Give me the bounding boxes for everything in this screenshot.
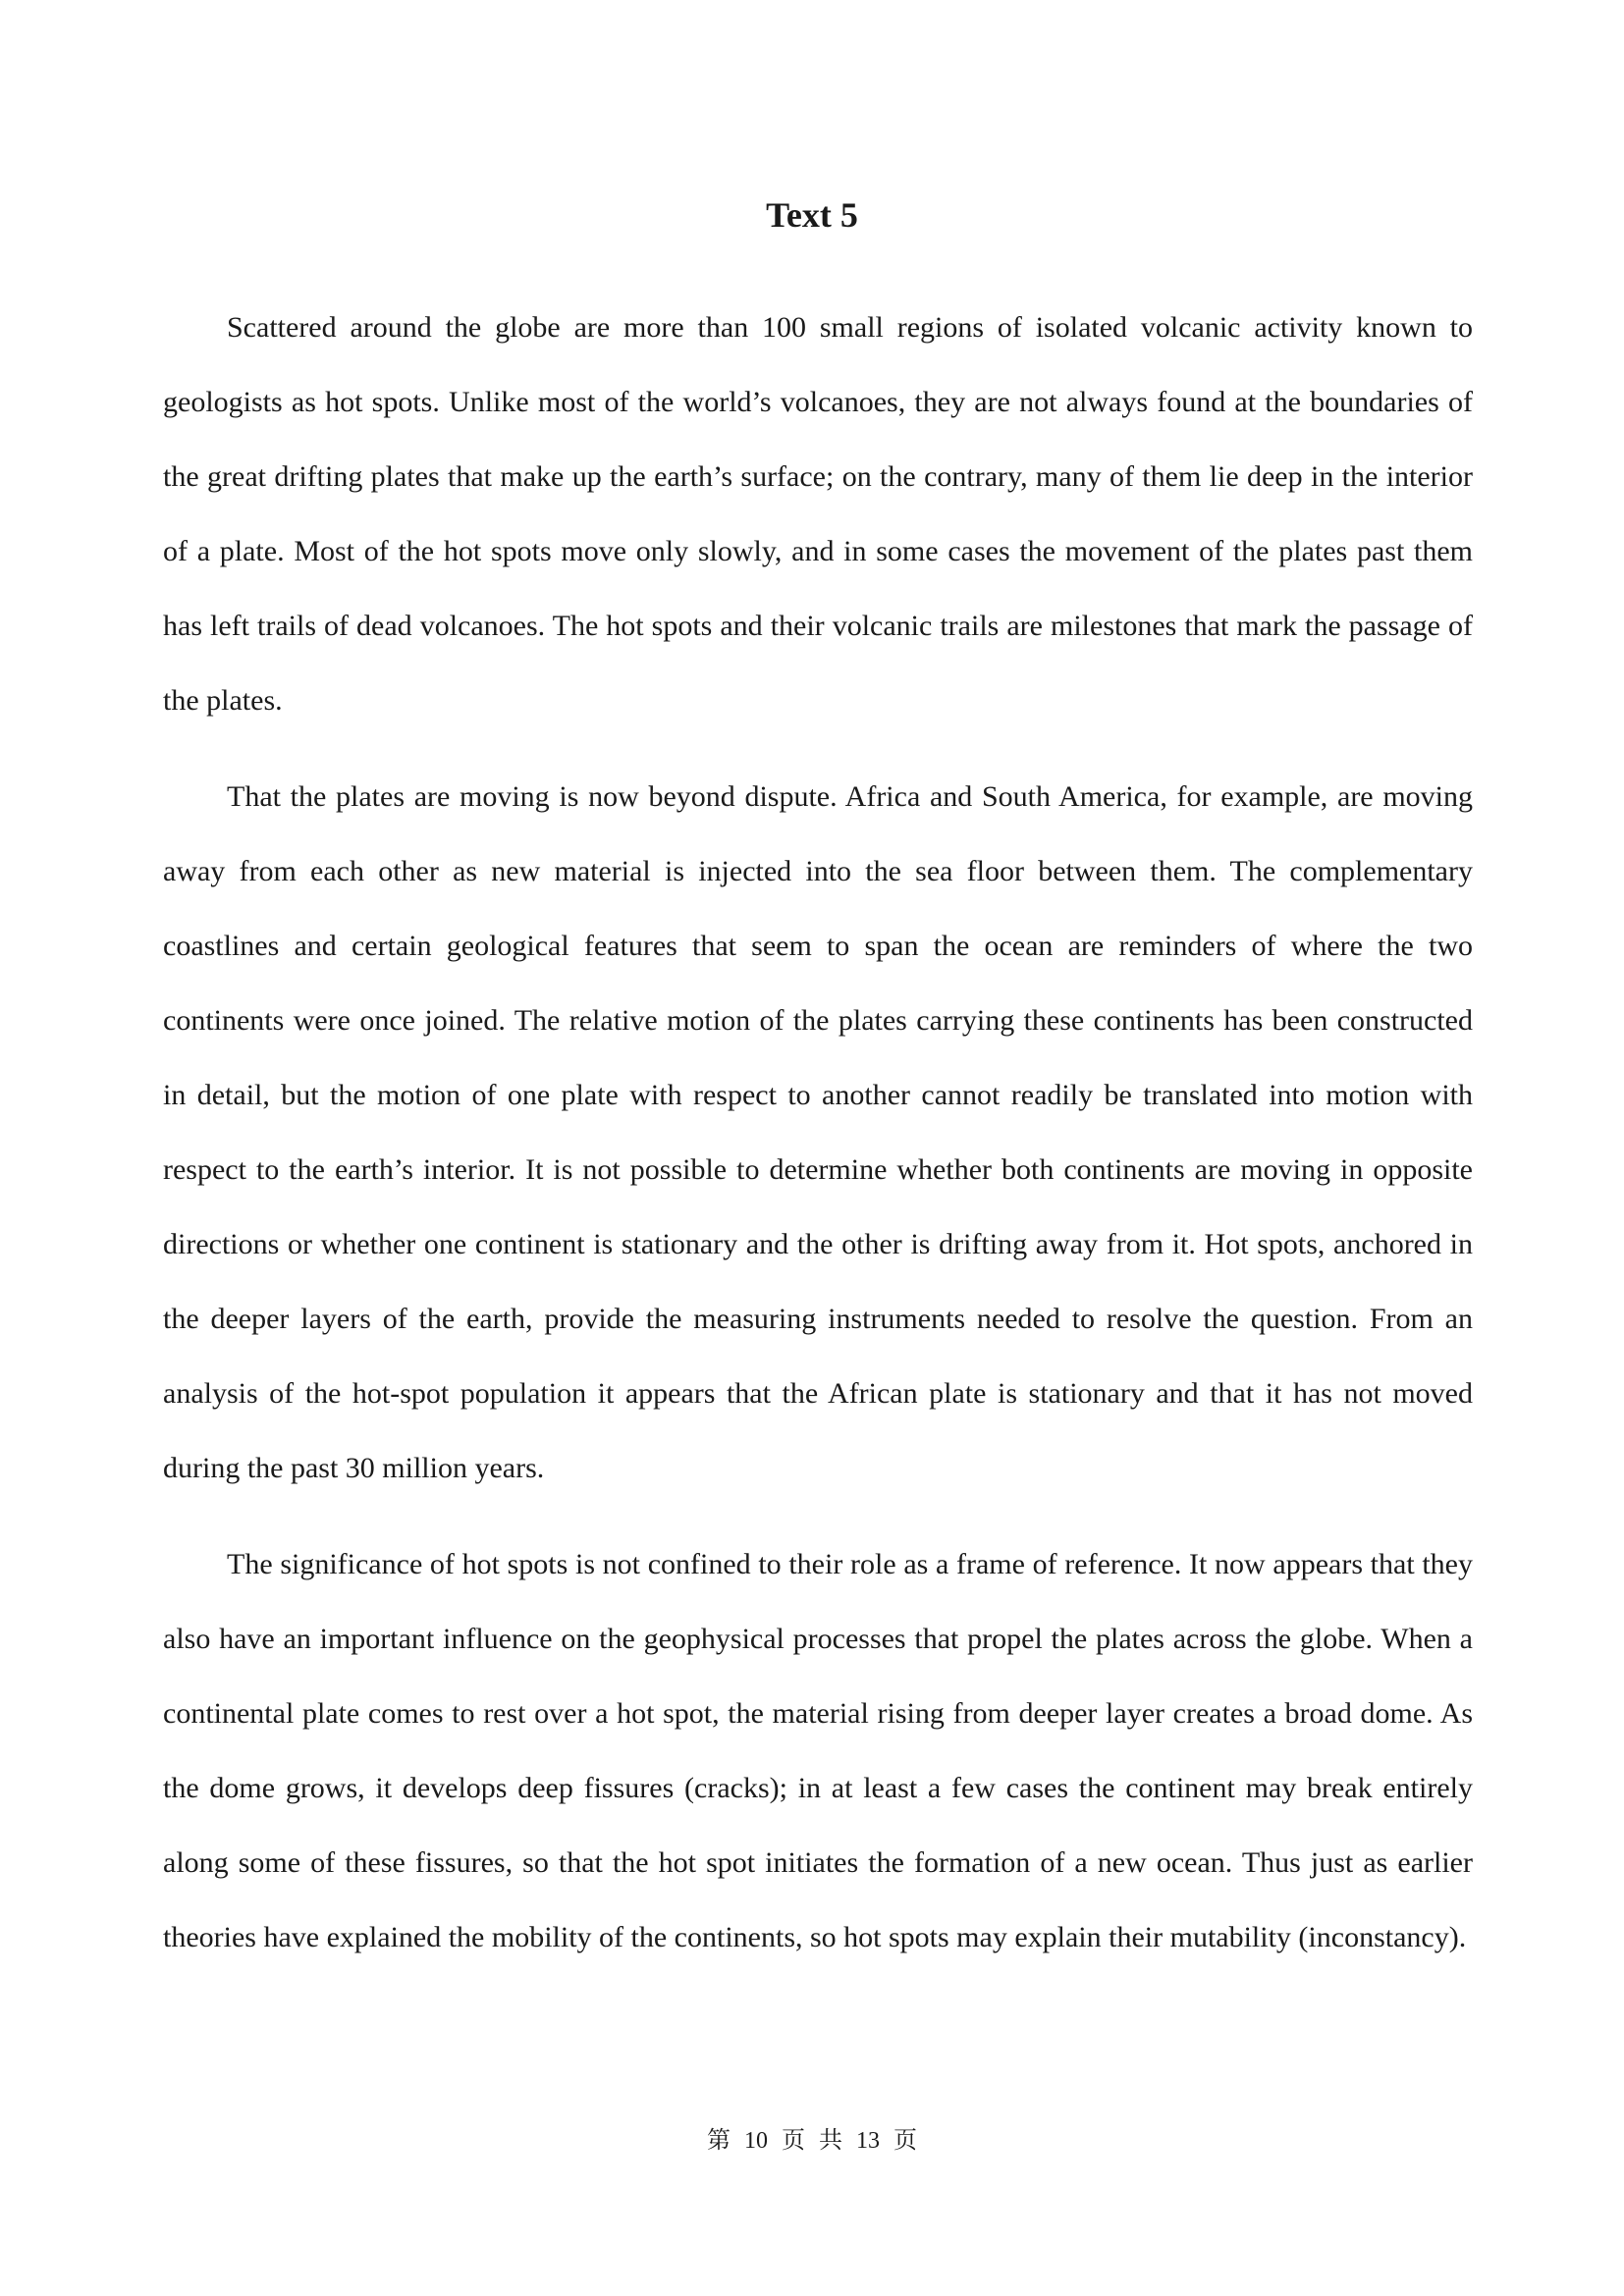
paragraph-3: The significance of hot spots is not confined to their role as a frame of reference. It now appears that they also have an important influence on the geophysical processes that propel the plates across the globe. When a continental plate comes to rest over a hot spot, the material rising from deeper layer creates a broad dome. As the dome grows, it develops deep fissures (cracks); in at least a few cases the continent may break entirely along some of these fissures, so that the hot spot initiates the formation of a new ocean. Thus just as earlier theories have explained the mobility of the continents, so hot spots may explain their mutability (inconstancy). [163,1548,1473,1953]
paragraph-1: Scattered around the globe are more than 100 small regions of isolated volcanic activity known to geologists as hot spots. Unlike most of the world’s volcanoes, they are not always found at the boundaries of the great drifting plates that make up the earth’s surface; on the contrary, many of them lie deep in the interior of a plate. Most of the hot spots move only slowly, and in some cases the movement of the plates past them has left trails of dead volcanoes. The hot spots and their volcanic trails are milestones that mark the passage of the plates. [163,311,1473,717]
paragraph-2: That the plates are moving is now beyond dispute. Africa and South America, for example, are moving away from each other as new material is injected into the sea floor between them. The complementary coastlines and certain geological features that seem to span the ocean are reminders of where the two continents were once joined. The relative motion of the plates carrying these continents has been constructed in detail, but the motion of one plate with respect to another cannot readily be translated into motion with respect to the earth’s interior. It is not possible to determine whether both continents are moving in opposite directions or whether one continent is stationary and the other is drifting away from it. Hot spots, anchored in the deeper layers of the earth, provide the measuring instruments needed to resolve the question. From an analysis of the hot-spot population it appears that the African plate is stationary and that it has not moved during the past 30 million years. [163,780,1473,1484]
body-text [163,291,1473,1997]
page-number-footer: 第 10 页 共 13 页 [707,2128,917,2154]
page-title: Text 5 [766,195,858,235]
